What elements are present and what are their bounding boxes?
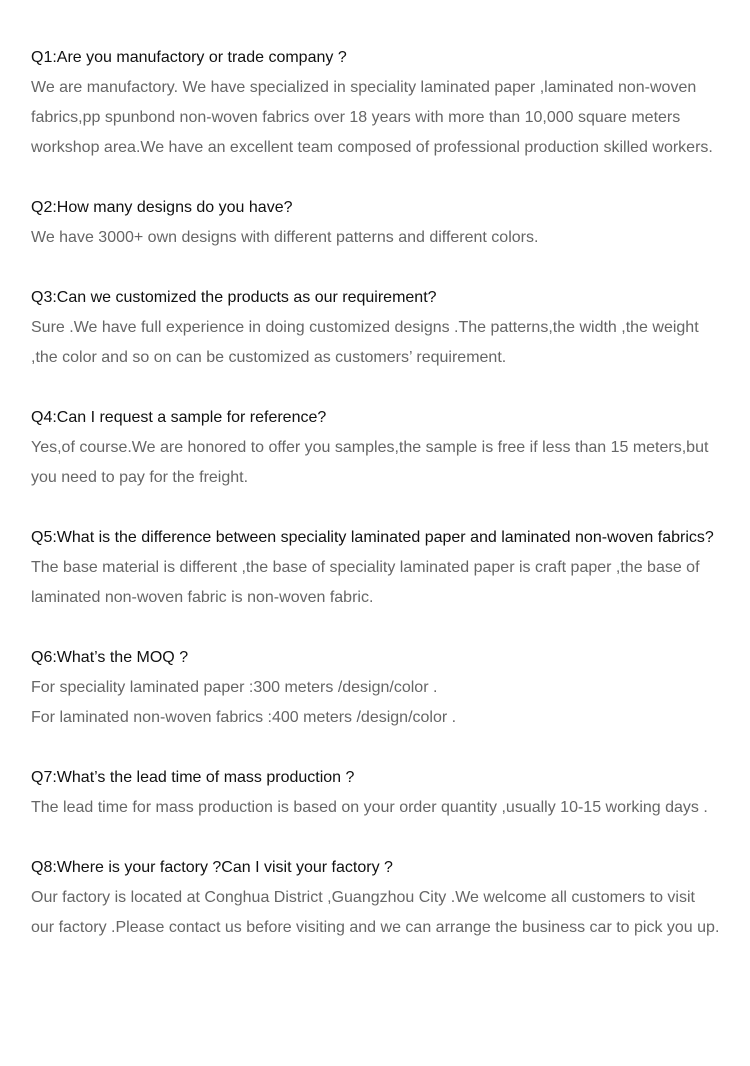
faq-item-5 bbox=[31, 523, 721, 613]
faq-question: Q6:What’s the MOQ ? bbox=[31, 649, 189, 666]
faq-question: Q1:Are you manufactory or trade company ? bbox=[31, 49, 347, 66]
faq-answer-line-2: For laminated non-woven fabrics :400 meters /design/color . bbox=[31, 709, 457, 726]
faq-item-8 bbox=[31, 853, 721, 943]
faq-answer: We are manufactory. We have specialized in speciality laminated paper ,laminated non-woven fabrics,pp spunbond non-woven fabrics over 18 years with more than 10,000 square meters workshop area.We have an excellent team composed of professional production skilled workers. bbox=[31, 79, 713, 156]
faq-answer-line-1: For speciality laminated paper :300 meters /design/color . bbox=[31, 679, 438, 696]
faq-item-6 bbox=[31, 643, 721, 733]
faq-answer: Yes,of course.We are honored to offer you samples,the sample is free if less than 15 meters,but you need to pay for the freight. bbox=[31, 439, 709, 486]
faq-question: Q8:Where is your factory ?Can I visit your factory ? bbox=[31, 859, 393, 876]
faq-question: Q3:Can we customized the products as our requirement? bbox=[31, 289, 437, 306]
faq-item-4 bbox=[31, 403, 721, 493]
faq-item-3 bbox=[31, 283, 721, 373]
faq-item-1 bbox=[31, 43, 721, 163]
faq-list bbox=[31, 43, 721, 973]
faq-question: Q2:How many designs do you have? bbox=[31, 199, 293, 216]
faq-answer: We have 3000+ own designs with different patterns and different colors. bbox=[31, 229, 539, 246]
faq-question: Q7:What’s the lead time of mass production ? bbox=[31, 769, 355, 786]
faq-answer: Our factory is located at Conghua District ,Guangzhou City .We welcome all customers to visit our factory .Please contact us before visiting and we can arrange the business car to pick you up. bbox=[31, 889, 720, 936]
faq-answer: The lead time for mass production is based on your order quantity ,usually 10-15 working days . bbox=[31, 799, 708, 816]
faq-question: Q5:What is the difference between speciality laminated paper and laminated non-woven fabrics? bbox=[31, 529, 714, 546]
faq-item-7 bbox=[31, 763, 721, 823]
faq-answer: Sure .We have full experience in doing customized designs .The patterns,the width ,the weight ,the color and so on can be customized as customers’ requirement. bbox=[31, 319, 699, 366]
faq-question: Q4:Can I request a sample for reference? bbox=[31, 409, 327, 426]
faq-item-2 bbox=[31, 193, 721, 253]
faq-answer: The base material is different ,the base of speciality laminated paper is craft paper ,the base of laminated non-woven fabric is non-woven fabric. bbox=[31, 559, 700, 606]
